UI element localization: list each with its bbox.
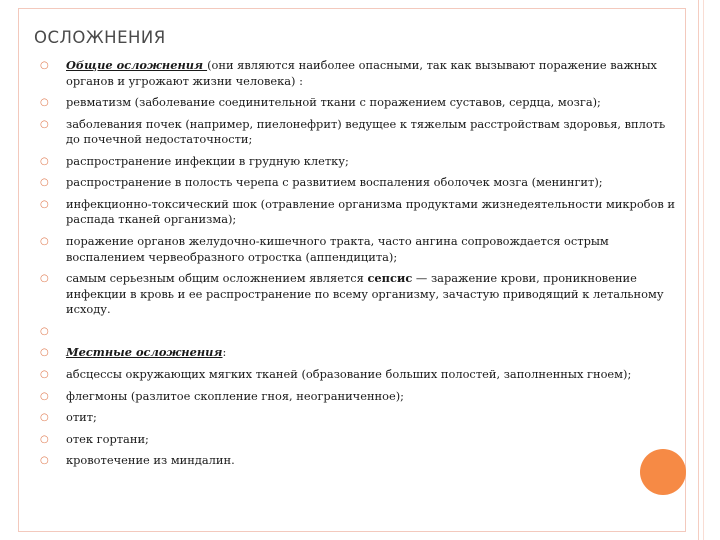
bullet-icon: ○	[40, 155, 49, 167]
bullet-icon: ○	[40, 97, 49, 109]
list-item: ○ абсцессы окружающих мягких тканей (образование больших полостей, заполненных гноем);	[40, 366, 632, 381]
list-item: ○ Местные осложнения:	[40, 345, 227, 360]
bullet-icon: ○	[40, 236, 49, 248]
bullet-icon: ○	[40, 60, 49, 71]
bullet-list	[40, 58, 680, 475]
slide-title: ОСЛОЖНЕНИЯ	[34, 28, 166, 47]
bullet-icon: ○	[40, 198, 49, 210]
list-item: ○ поражение органов желудочно-кишечного тракта, часто ангина сопровождается острым воспалением червеобразного отростка (аппендицита);	[40, 234, 609, 264]
list-item-empty	[40, 324, 680, 340]
bullet-icon: ○	[40, 412, 49, 424]
list-item: ○ инфекционно-токсический шок (отравление организма продуктами жизнедеятельности микробов и распада тканей организма);	[40, 196, 676, 227]
bullet-icon: ○	[40, 118, 49, 130]
list-item: ○ отит;	[40, 410, 97, 425]
section-heading: Местные осложнения	[66, 345, 223, 360]
bullet-icon: ○	[40, 368, 49, 380]
list-item: ○ Общие осложнения (они являются наиболее опасными, так как вызывают поражение важных органов и угрожают жизни человека) :	[40, 58, 657, 88]
list-item: ○ самым серьезным общим осложнением является сепсис — заражение крови, проникновение инфекции в кровь и ее распространение по всему организму, зачастую приводящий к летальному исходу.	[40, 271, 664, 317]
list-item: ○ заболевания почек (например, пиелонефрит) ведущее к тяжелым расстройствам здоровья, вплоть до почечной недостаточности;	[40, 116, 666, 147]
bullet-icon: ○	[40, 177, 49, 189]
sepsis-term: сепсис	[367, 271, 413, 286]
list-item: ○ распространение инфекции в грудную клетку;	[40, 153, 349, 168]
list-item: ○ отек гортани;	[40, 431, 149, 446]
bullet-icon: ○	[40, 347, 49, 359]
bullet-icon: ○	[40, 455, 49, 467]
bullet-icon: ○	[40, 325, 49, 337]
list-item: ○ кровотечение из миндалин.	[40, 453, 235, 468]
decorative-rule	[698, 0, 699, 540]
section-heading: Общие осложнения	[66, 58, 208, 72]
bullet-icon: ○	[40, 273, 49, 285]
list-item: ○ флегмоны (разлитое скопление гноя, неограниченное);	[40, 388, 405, 403]
bullet-icon: ○	[40, 390, 49, 402]
list-item: ○ распространение в полость черепа с развитием воспаления оболочек мозга (менингит);	[40, 175, 603, 190]
decorative-rule	[703, 0, 704, 540]
list-item: ○ ревматизм (заболевание соединительной ткани с поражением суставов, сердца, мозга);	[40, 95, 601, 110]
bullet-icon: ○	[40, 433, 49, 445]
